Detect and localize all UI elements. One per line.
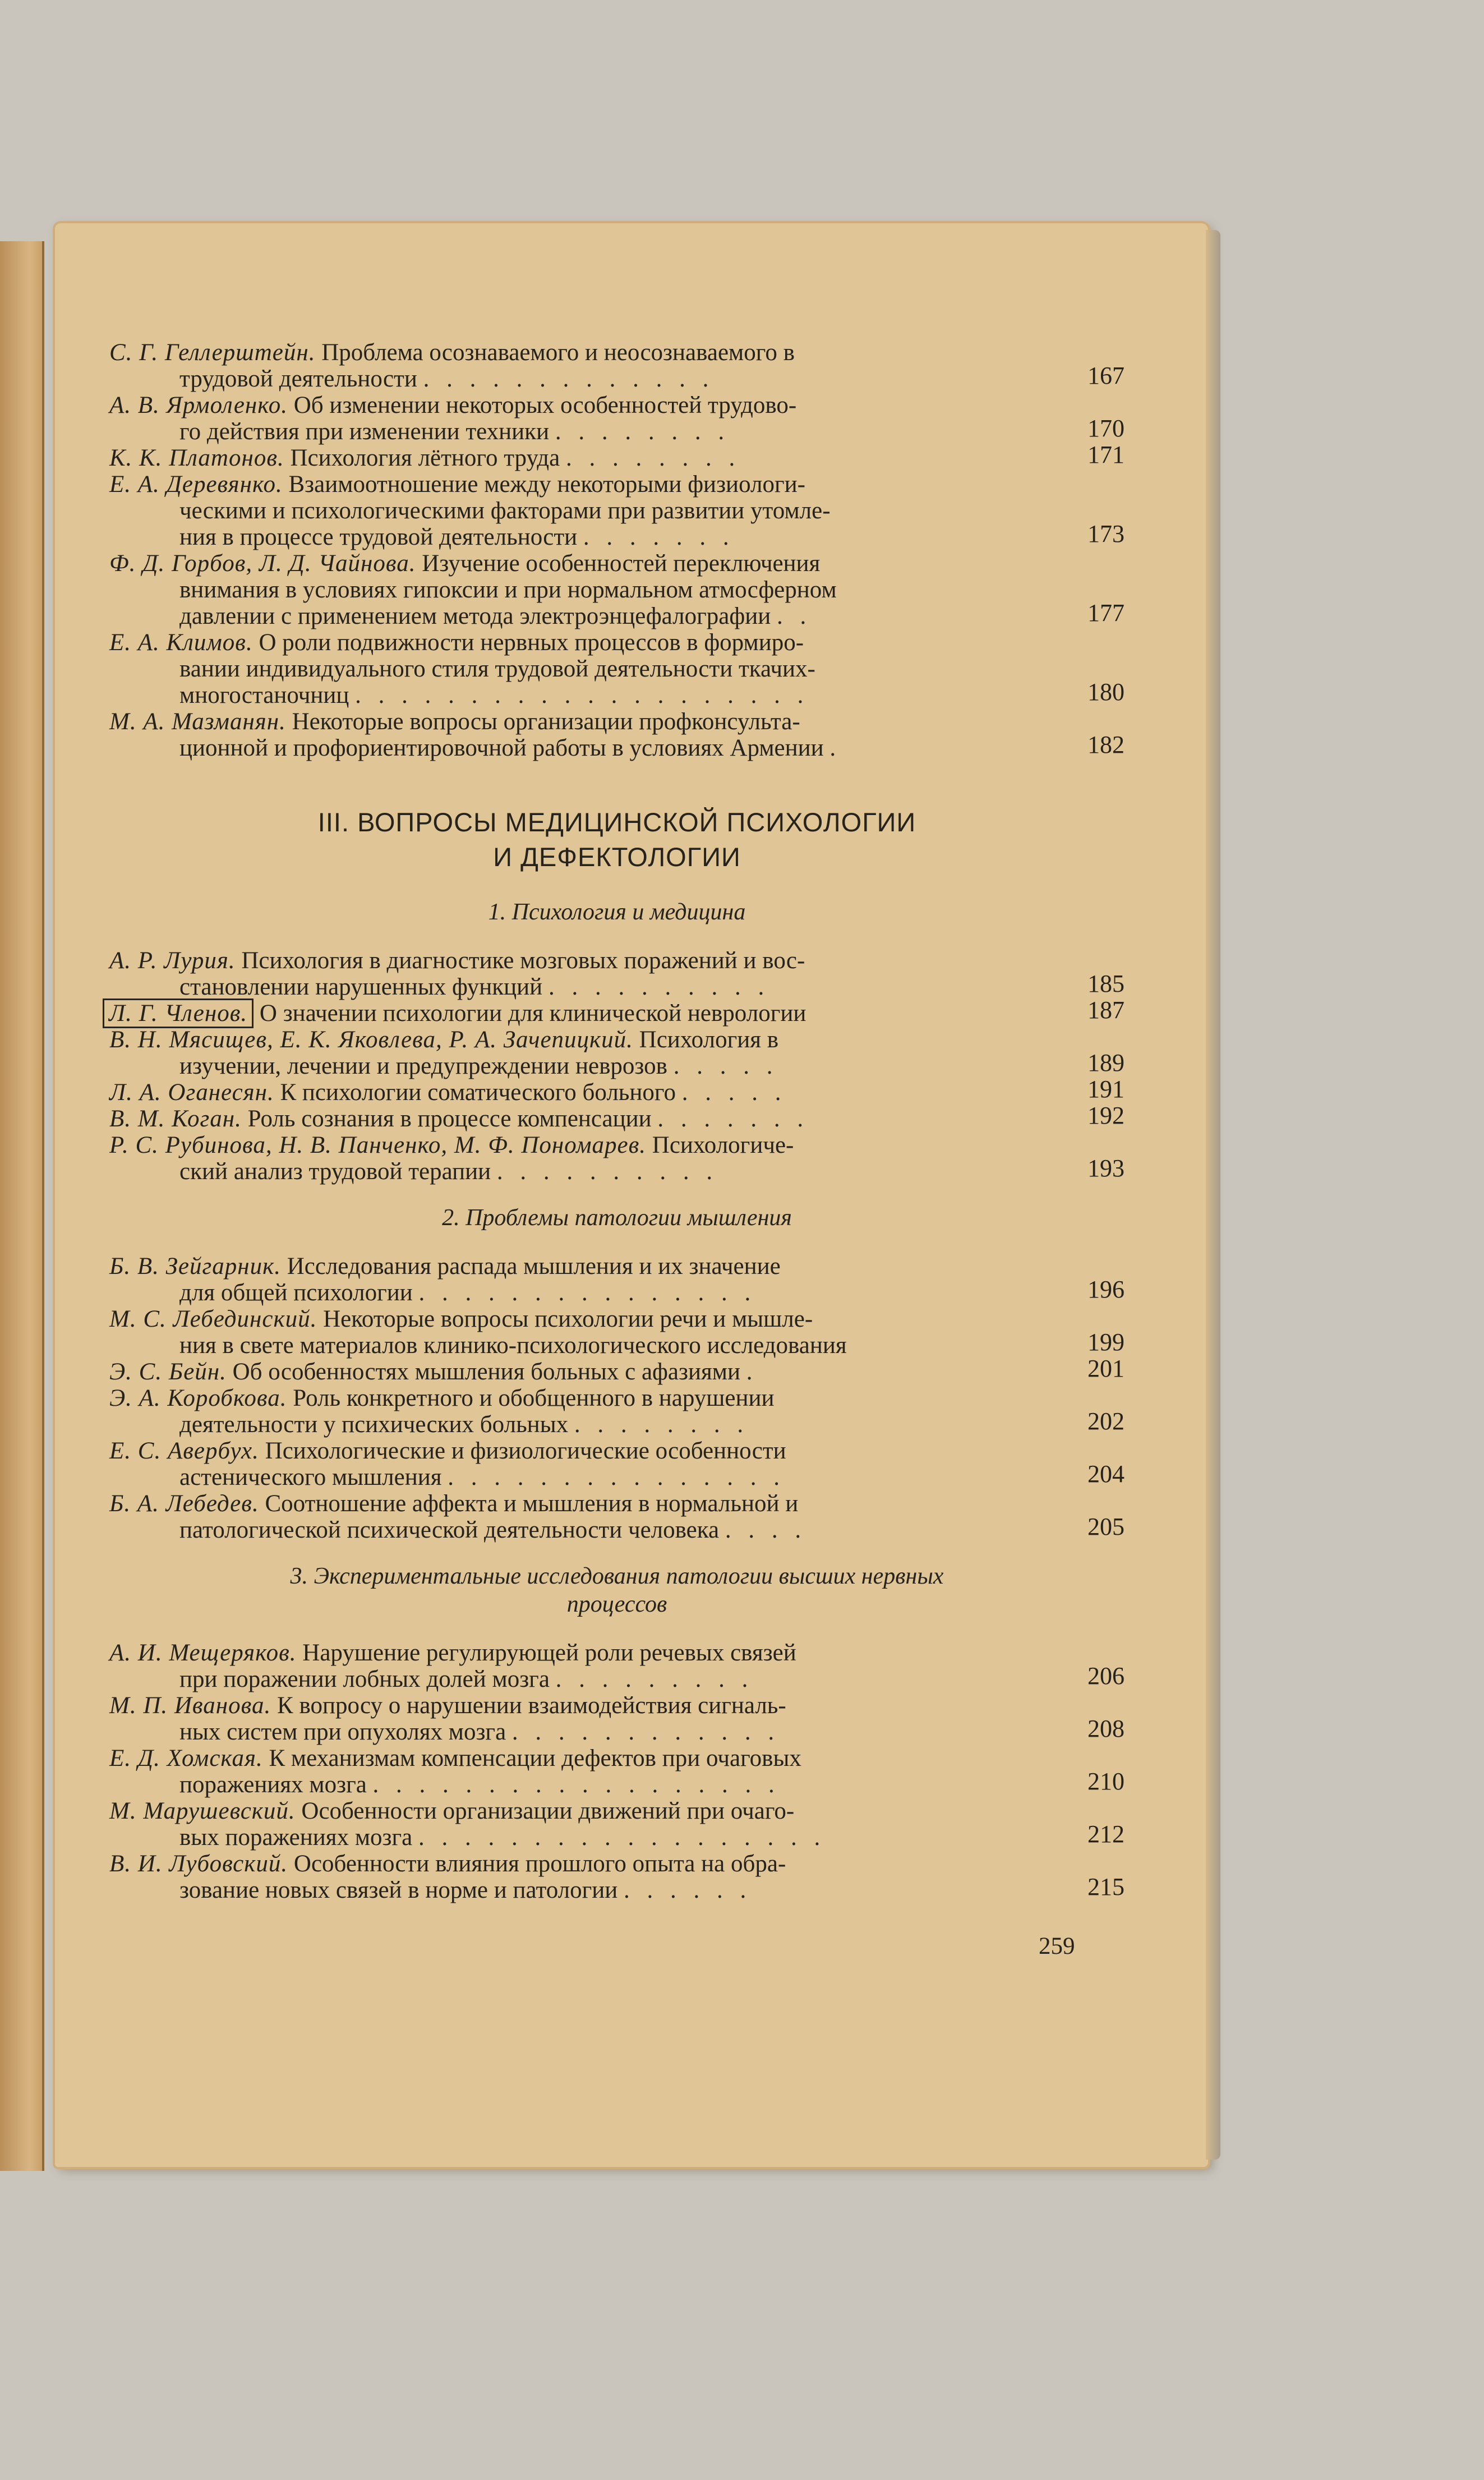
entry-page-number: 202 xyxy=(1087,1407,1124,1435)
entry-title: Нарушение регулирующей роли речевых связей xyxy=(302,1640,796,1666)
entry-title: Изучение особенностей переключения xyxy=(422,550,821,577)
entry-page-number: 205 xyxy=(1087,1513,1124,1540)
entry-title-cont: ческими и психологическими факторами при развитии утомле- xyxy=(179,498,831,524)
entry-author: Б. В. Зейгарник. xyxy=(109,1253,281,1280)
section-title xyxy=(109,1562,1074,1618)
entry-title-cont: ния в процессе трудовой деятельности xyxy=(179,524,578,550)
entry-author: А. И. Мещеряков. xyxy=(109,1640,297,1666)
entry-title: Некоторые вопросы организации профконсульта- xyxy=(292,708,800,735)
toc-entry: Б. В. Зейгарник. Исследования распада мышления и их значение для общей психологии . . . . . . . . . . . . . . . 196 xyxy=(109,1253,1124,1306)
entry-title-cont: изучении, лечении и предупреждении неврозов xyxy=(179,1053,667,1079)
entry-author: М. А. Мазманян. xyxy=(109,708,286,735)
entry-title: Психология в диагностике мозговых поражений и вос- xyxy=(241,947,805,974)
entry-title-cont: вании индивидуального стиля трудовой деятельности ткачих- xyxy=(179,656,815,682)
entry-title-cont: ский анализ трудовой терапии xyxy=(179,1158,491,1185)
section-title: 1. Психология и медицина xyxy=(488,899,746,925)
entry-page-number: 204 xyxy=(1087,1460,1124,1488)
section-title: 2. Проблемы патологии мышления xyxy=(442,1205,792,1231)
entry-title: Исследования распада мышления и их значение xyxy=(287,1253,781,1280)
entry-title-cont: становлении нарушенных функций xyxy=(179,974,543,1000)
toc-entry: М. П. Иванова. К вопросу о нарушении взаимодействия сигналь- ных систем при опухолях мозга . . . . . . . . . . . . 208 xyxy=(109,1692,1124,1745)
entry-author: К. К. Платонов. xyxy=(109,445,284,471)
toc-entry: Б. А. Лебедев. Соотношение аффекта и мышления в нормальной и патологической психической деятельности человека . . . . 205 xyxy=(109,1490,1124,1543)
entry-page-number: 210 xyxy=(1087,1768,1124,1795)
entry-title: Психология в xyxy=(639,1027,779,1053)
entry-author: Е. С. Авербух. xyxy=(109,1438,259,1464)
entry-page-number: 170 xyxy=(1087,415,1124,442)
entry-title-cont: патологической психической деятельности человека xyxy=(179,1517,720,1543)
toc-entry: В. И. Лубовский. Особенности влияния прошлого опыта на обра- зование новых связей в норме и патологии . . . . . . 215 xyxy=(109,1851,1124,1903)
entry-title: Психология лётного труда xyxy=(290,445,560,471)
toc-section-1 xyxy=(109,947,1124,1185)
toc-entry: К. К. Платонов. Психология лётного труда . . . . . . . . 171 xyxy=(109,441,1124,471)
entry-page-number: 196 xyxy=(1087,1276,1124,1303)
toc-entry xyxy=(109,1306,1124,1359)
page-stack-edge xyxy=(1206,230,1220,2160)
entry-title: Проблема осознаваемого и неосознаваемого в xyxy=(321,339,795,366)
entry-author: В. И. Лубовский. xyxy=(109,1851,288,1877)
entry-author-boxed: Л. Г. Членов. xyxy=(103,999,254,1028)
entry-author: Э. А. Коробкова. xyxy=(109,1385,287,1411)
toc-entry: Э. С. Бейн. Об особенностях мышления больных с афазиями . 201 xyxy=(109,1355,1124,1385)
part-title-line: III. ВОПРОСЫ МЕДИЦИНСКОЙ ПСИХОЛОГИИ xyxy=(317,807,916,837)
toc-entry: С. Г. Геллерштейн. Проблема осознаваемого и неосознаваемого в трудовой деятельности . . . . . . . . . . . . . 167 xyxy=(109,339,1124,392)
entry-title-cont: многостаночниц xyxy=(179,682,349,708)
entry-page-number: 206 xyxy=(1087,1662,1124,1690)
toc-entry: Е. Д. Хомская. К механизмам компенсации дефектов при очаговых поражениях мозга . . . . . . . . . . . . . . . . . . 210 xyxy=(109,1745,1124,1798)
entry-title: Взаимоотношение между некоторыми физиологи- xyxy=(288,471,805,498)
entry-title: Психологиче- xyxy=(652,1132,794,1158)
entry-title: О значении психологии для клинической неврологии xyxy=(259,1000,806,1027)
entry-page-number: 189 xyxy=(1087,1049,1124,1076)
toc-top-group xyxy=(109,339,1124,761)
entry-author: М. С. Лебединский. xyxy=(109,1306,317,1332)
part-title xyxy=(109,805,1074,875)
entry-author: С. Г. Геллерштейн. xyxy=(109,339,316,366)
entry-title: Роль конкретного и обобщенного в нарушении xyxy=(293,1385,775,1411)
entry-title-cont: давлении с применением метода электроэнцефалографии xyxy=(179,603,771,629)
entry-title: К вопросу о нарушении взаимодействия сигналь- xyxy=(277,1692,786,1719)
toc-entry: Э. А. Коробкова. Роль конкретного и обобщенного в нарушении деятельности у психических больных . . . . . . . . 202 xyxy=(109,1385,1124,1438)
entry-title-cont: ния в свете материалов клинико-психологического исследования xyxy=(179,1332,847,1359)
entry-title: Особенности организации движений при очаго- xyxy=(301,1798,795,1824)
entry-title-cont: при поражении лобных долей мозга xyxy=(179,1666,550,1692)
entry-title-cont: ных систем при опухолях мозга xyxy=(179,1719,506,1745)
page-number: 259 xyxy=(1039,1933,1075,1959)
toc-entry: М. А. Мазманян. Некоторые вопросы организации профконсульта- ционной и профориентировочной работы в условиях Армении . 182 xyxy=(109,708,1124,761)
entry-title-cont: трудовой деятельности xyxy=(179,366,417,392)
entry-author: Е. Д. Хомская. xyxy=(109,1745,263,1772)
entry-page-number: 182 xyxy=(1087,731,1124,758)
section-title-line: процессов xyxy=(566,1591,667,1617)
toc-entry: А. И. Мещеряков. Нарушение регулирующей роли речевых связей при поражении лобных долей мозга . . . . . . . . . 206 xyxy=(109,1640,1124,1692)
toc-entry: В. М. Коган. Роль сознания в процессе компенсации . . . . . . . 192 xyxy=(109,1102,1124,1132)
entry-page-number: 208 xyxy=(1087,1715,1124,1742)
entry-title: К психологии соматического больного xyxy=(280,1079,676,1106)
entry-page-number: 192 xyxy=(1087,1102,1124,1129)
entry-author: Б. А. Лебедев. xyxy=(109,1490,259,1517)
entry-author: М. Марушевский. xyxy=(109,1798,296,1824)
entry-title: Роль сознания в процессе компенсации xyxy=(247,1106,652,1132)
entry-page-number: 193 xyxy=(1087,1154,1124,1182)
entry-title-cont: зование новых связей в норме и патологии xyxy=(179,1877,618,1903)
part-title-line: И ДЕФЕКТОЛОГИИ xyxy=(493,842,741,872)
entry-title: Соотношение аффекта и мышления в нормальной и xyxy=(265,1490,799,1517)
entry-author: Р. С. Рубинова, Н. В. Панченко, М. Ф. Пономарев. xyxy=(109,1132,647,1158)
entry-author: А. В. Ярмоленко. xyxy=(109,392,288,418)
toc-entry xyxy=(109,996,1124,1027)
entry-page-number: 215 xyxy=(1087,1873,1124,1901)
entry-author: В. М. Коган. xyxy=(109,1106,242,1132)
toc-entry: М. Марушевский. Особенности организации движений при очаго- вых поражениях мозга . . . . . . . . . . . . . . . . . . 212 xyxy=(109,1798,1124,1851)
entry-title: Некоторые вопросы психологии речи и мышле- xyxy=(323,1306,813,1332)
entry-title: О роли подвижности нервных процессов в формиро- xyxy=(259,629,804,656)
toc-entry: А. В. Ярмоленко. Об изменении некоторых особенностей трудово- го действия при изменении техники . . . . . . . . 170 xyxy=(109,392,1124,445)
entry-author: Ф. Д. Горбов, Л. Д. Чайнова. xyxy=(109,550,416,577)
toc-section-2 xyxy=(109,1253,1124,1543)
entry-title: К механизмам компенсации дефектов при очаговых xyxy=(269,1745,801,1772)
entry-page-number: 185 xyxy=(1087,970,1124,997)
entry-author: В. Н. Мясищев, Е. К. Яковлева, Р. А. Зачепицкий. xyxy=(109,1027,633,1053)
entry-page-number: 167 xyxy=(1087,362,1124,389)
entry-page-number: 212 xyxy=(1087,1820,1124,1848)
entry-title: Об изменении некоторых особенностей трудово- xyxy=(293,392,797,418)
entry-title-cont: деятельности у психических больных xyxy=(179,1411,569,1438)
toc-entry: А. Р. Лурия. Психология в диагностике мозговых поражений и вос- становлении нарушенных функций . . . . . . . . . . 185 xyxy=(109,947,1124,1000)
toc-entry: Е. А. Деревянко. Взаимоотношение между некоторыми физиологи- ческими и психологическими факторами при развитии утомле- ния в процессе трудовой деятельности . . . . . . . 173 xyxy=(109,471,1124,550)
section-title-line: 3. Экспериментальные исследования патологии высших нервных xyxy=(290,1563,944,1589)
entry-title-cont: ционной и профориентировочной работы в условиях Армении xyxy=(179,735,824,761)
toc-entry: Р. С. Рубинова, Н. В. Панченко, М. Ф. Пономарев. Психологиче- ский анализ трудовой терапии . . . . . . . . . . 193 xyxy=(109,1132,1124,1185)
entry-author: Е. А. Климов. xyxy=(109,629,253,656)
toc-entry: Ф. Д. Горбов, Л. Д. Чайнова. Изучение особенностей переключения внимания в условиях гипоксии и при нормальном атмосферном давлении с применением метода электроэнцефалографии . . 177 xyxy=(109,550,1124,629)
entry-title-cont: для общей психологии xyxy=(179,1280,413,1306)
entry-title-cont: внимания в условиях гипоксии и при нормальном атмосферном xyxy=(179,577,837,603)
entry-title: Психологические и физиологические особенности xyxy=(265,1438,786,1464)
entry-title-cont: поражениях мозга xyxy=(179,1772,367,1798)
entry-author: Е. А. Деревянко. xyxy=(109,471,283,498)
toc-entry: Е. С. Авербух. Психологические и физиологические особенности астенического мышления . . . . . . . . . . . . . . . 204 xyxy=(109,1438,1124,1490)
toc-section-3 xyxy=(109,1640,1124,1903)
entry-title-cont: го действия при изменении техники xyxy=(179,418,550,445)
entry-page-number: 180 xyxy=(1087,678,1124,706)
entry-title-cont: вых поражениях мозга xyxy=(179,1824,413,1851)
entry-title: Особенности влияния прошлого опыта на обра- xyxy=(293,1851,786,1877)
entry-page-number: 199 xyxy=(1087,1328,1124,1356)
toc-entry: Л. А. Оганесян. К психологии соматического больного . . . . . 191 xyxy=(109,1075,1124,1106)
entry-title-cont: астенического мышления xyxy=(179,1464,442,1490)
facing-page-edge xyxy=(0,241,44,2171)
toc-entry: Е. А. Климов. О роли подвижности нервных процессов в формиро- вании индивидуального стиля трудовой деятельности ткачих- многостаночниц . . . . . . . . . . . . . . . . . . . . 180 xyxy=(109,629,1124,708)
entry-page-number: 187 xyxy=(1087,996,1124,1024)
entry-title: Об особенностях мышления больных с афазиями xyxy=(232,1359,740,1385)
entry-page-number: 171 xyxy=(1087,441,1124,468)
entry-page-number: 173 xyxy=(1087,520,1124,547)
entry-author: Л. А. Оганесян. xyxy=(109,1079,274,1106)
toc-entry: В. Н. Мясищев, Е. К. Яковлева, Р. А. Зачепицкий. Психология в изучении, лечении и предупреждении неврозов . . . . . 189 xyxy=(109,1027,1124,1079)
entry-page-number: 191 xyxy=(1087,1075,1124,1103)
entry-page-number: 177 xyxy=(1087,599,1124,627)
entry-author: Э. С. Бейн. xyxy=(109,1359,227,1385)
entry-page-number: 201 xyxy=(1087,1355,1124,1382)
table-of-contents xyxy=(109,339,1124,1903)
entry-author: А. Р. Лурия. xyxy=(109,947,236,974)
entry-author: М. П. Иванова. xyxy=(109,1692,271,1719)
